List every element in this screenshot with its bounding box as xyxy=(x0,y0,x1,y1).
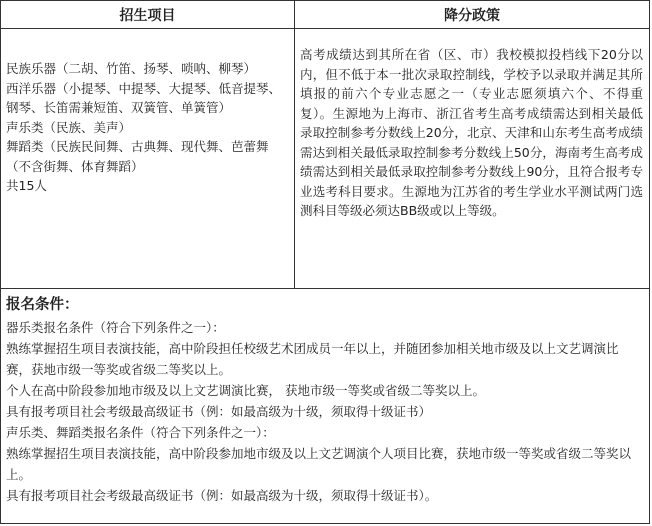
project-item-dance: 舞蹈类（民族民间舞、古典舞、现代舞、芭蕾舞（不含街舞、体育舞蹈） xyxy=(6,139,269,174)
requirement-line: 个人在高中阶段参加地市级及以上文艺调演比赛， 获地市级一等奖或省级二等奖以上。 xyxy=(6,383,485,398)
requirement-line: 熟练掌握招生项目表演技能，高中阶段参加地市级及以上文艺调演个人项目比赛，获地市级一等奖或省级二等奖以上。 xyxy=(6,446,632,482)
requirement-line: 器乐类报名条件（符合下列条件之一）： xyxy=(6,320,225,335)
requirement-line: 具有报考项目社会考级最高级证书（例：如最高级为十级，须取得十级证书）。 xyxy=(6,488,438,503)
requirements-section xyxy=(1,289,649,523)
requirement-line: 声乐类、舞蹈类报名条件（符合下列条件之一）： xyxy=(6,425,275,440)
projects-cell xyxy=(1,29,295,288)
table-body-row xyxy=(1,29,649,289)
project-total: 共15人 xyxy=(6,178,47,193)
header-policy: 降分政策 xyxy=(444,7,500,24)
project-item-vocal: 声乐类（民族、美声） xyxy=(6,119,132,135)
project-item-folk-instruments: 民族乐器（二胡、竹笛、扬琴、唢呐、柳琴） xyxy=(6,61,257,76)
policy-text: 高考成绩达到其所在省（区、市）我校模拟投档线下20分以内，但不低于本一批次录取控制线，学校予以录取并满足其所填报的前六个专业志愿之一（专业志愿须填六个、不得重复）。生源地为上海市、浙江省考生高考成绩需达到相关最低录取控制参考分数线上20分，北京、天津和山东考生高考成绩需达到相关最低录取控制参考分数线上50分，海南考生高考成绩需达到相关最低录取控制参考分数线上90分，且符合报考专业选考科目要求。生源地为江苏省的考生学业水平测试两门选测科目等级必须达BB级或以上等级。 xyxy=(300,47,643,218)
project-item-western-instruments: 西洋乐器（小提琴、中提琴、大提琴、低音提琴、钢琴、长笛需兼短笛、双簧管、单簧管） xyxy=(6,80,282,115)
policy-cell xyxy=(295,29,649,288)
requirement-line: 熟练掌握招生项目表演技能，高中阶段担任校级艺术团成员一年以上，并随团参加相关地市级及以上文艺调演比赛，获地市级一等奖或省级二等奖以上。 xyxy=(6,341,619,377)
table-header-row xyxy=(1,1,649,29)
header-projects: 招生项目 xyxy=(1,1,295,28)
requirement-line: 具有报考项目社会考级最高级证书（例：如最高级为十级，须取得十级证书） xyxy=(6,404,432,419)
requirements-title: 报名条件： xyxy=(6,297,79,313)
